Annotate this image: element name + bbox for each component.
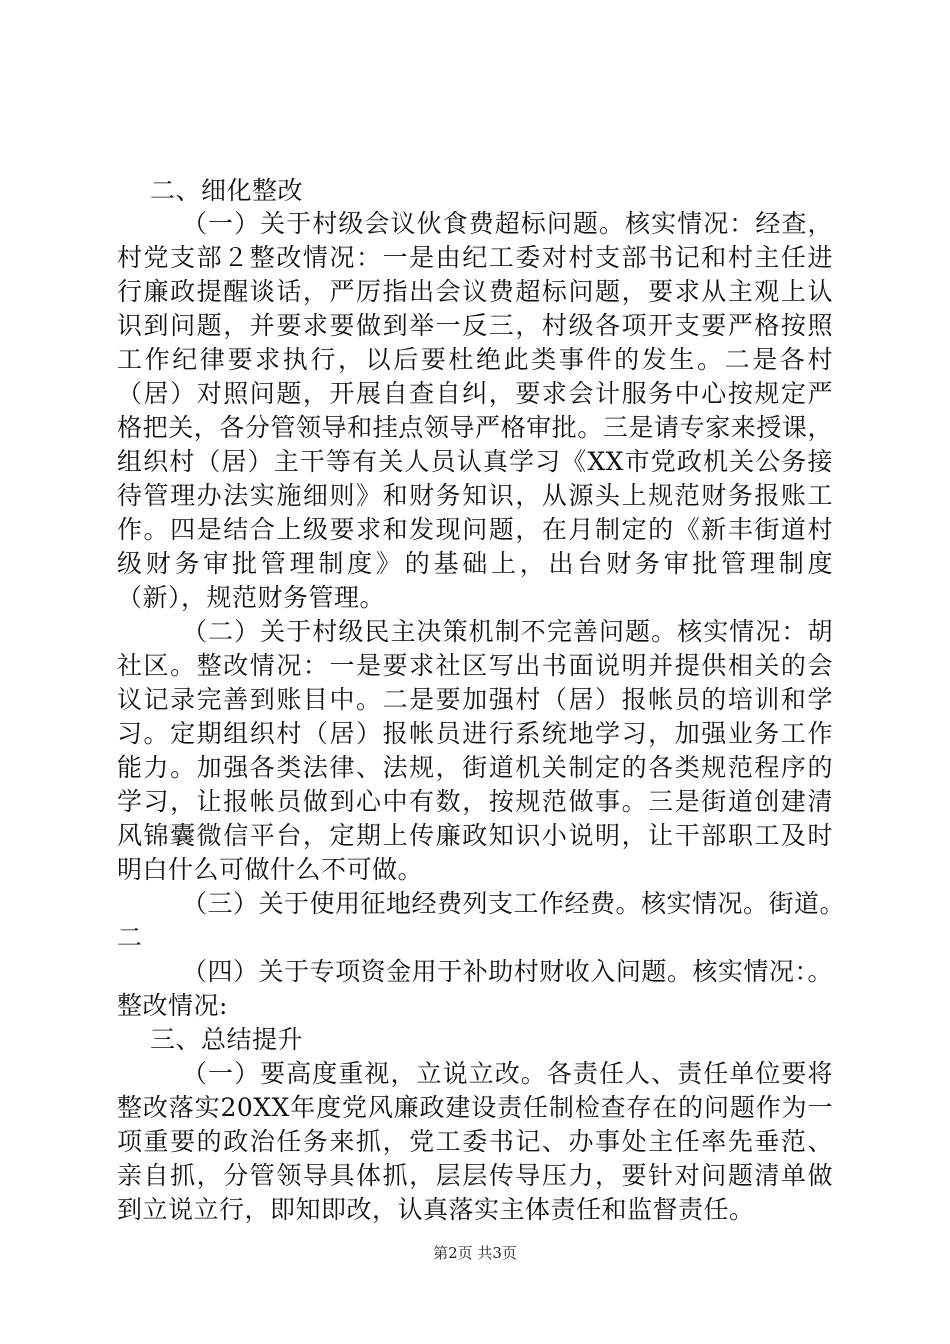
paragraph-line: 学习，让报帐员做到心中有数，按规范做事。三是街道创建清	[117, 787, 833, 816]
paragraph-line: （四）关于专项资金用于补助村财收入问题。核实情况：。	[182, 957, 833, 986]
paragraph-line: 明白什么可做什么不可做。	[117, 855, 424, 884]
paragraph-line: 组织村（居）主干等有关人员认真学习《XX市党政机关公务接	[117, 447, 833, 476]
paragraph-line: 格把关，各分管领导和挂点领导严格审批。三是请专家来授课，	[117, 413, 833, 442]
paragraph-line: 习。定期组织村（居）报帐员进行系统地学习，加强业务工作	[117, 719, 833, 748]
paragraph-line: （新），规范财务管理。	[117, 583, 386, 612]
paragraph-line: 村党支部２整改情况：一是由纪工委对村支部书记和村主任进	[117, 243, 833, 272]
paragraph-line: 社区。整改情况：一是要求社区写出书面说明并提供相关的会	[117, 651, 833, 680]
paragraph-line: 工作纪律要求执行，以后要杜绝此类事件的发生。二是各村	[117, 345, 833, 374]
paragraph-line: 风锦囊微信平台，定期上传廉政知识小说明，让干部职工及时	[117, 821, 833, 850]
paragraph-line: （居）对照问题，开展自查自纠，要求会计服务中心按规定严	[117, 379, 833, 408]
paragraph-line: 到立说立行，即知即改，认真落实主体责任和监督责任。	[117, 1195, 755, 1224]
paragraph-line: 待管理办法实施细则》和财务知识，从源头上规范财务报账工	[117, 481, 833, 510]
section-heading-2: 二、细化整改	[150, 176, 304, 205]
paragraph-line: （一）关于村级会议伙食费超标问题。核实情况：经查，	[182, 209, 833, 238]
paragraph-line: 级财务审批管理制度》的基础上，出台财务审批管理制度	[117, 549, 833, 578]
paragraph-line: 整改落实20XX年度党风廉政建设责任制检查存在的问题作为一	[117, 1093, 833, 1122]
paragraph-line: （三）关于使用征地经费列支工作经费。核实情况。街道。	[182, 889, 846, 918]
paragraph-line: 亲自抓，分管领导具体抓，层层传导压力，要针对问题清单做	[117, 1161, 833, 1190]
paragraph-line: （一）要高度重视，立说立改。各责任人、责任单位要将	[182, 1059, 833, 1088]
paragraph-line: 项重要的政治任务来抓，党工委书记、办事处主任率先垂范、	[117, 1127, 833, 1156]
paragraph-line: 整改情况:	[117, 991, 228, 1020]
paragraph-line: 识到问题，并要求要做到举一反三，村级各项开支要严格按照	[117, 311, 833, 340]
paragraph-line: 能力。加强各类法律、法规，街道机关制定的各类规范程序的	[117, 753, 833, 782]
paragraph-line: 行廉政提醒谈话，严厉指出会议费超标问题，要求从主观上认	[117, 277, 833, 306]
paragraph-line: （二）关于村级民主决策机制不完善问题。核实情况：胡	[182, 617, 833, 646]
paragraph-line: 二	[117, 923, 143, 952]
page-number-footer: 第2页 共3页	[433, 1244, 517, 1262]
section-heading-3: 三、总结提升	[150, 1025, 304, 1054]
paragraph-line: 作。四是结合上级要求和发现问题，在月制定的《新丰街道村	[117, 515, 833, 544]
paragraph-line: 议记录完善到账目中。二是要加强村（居）报帐员的培训和学	[117, 685, 833, 714]
